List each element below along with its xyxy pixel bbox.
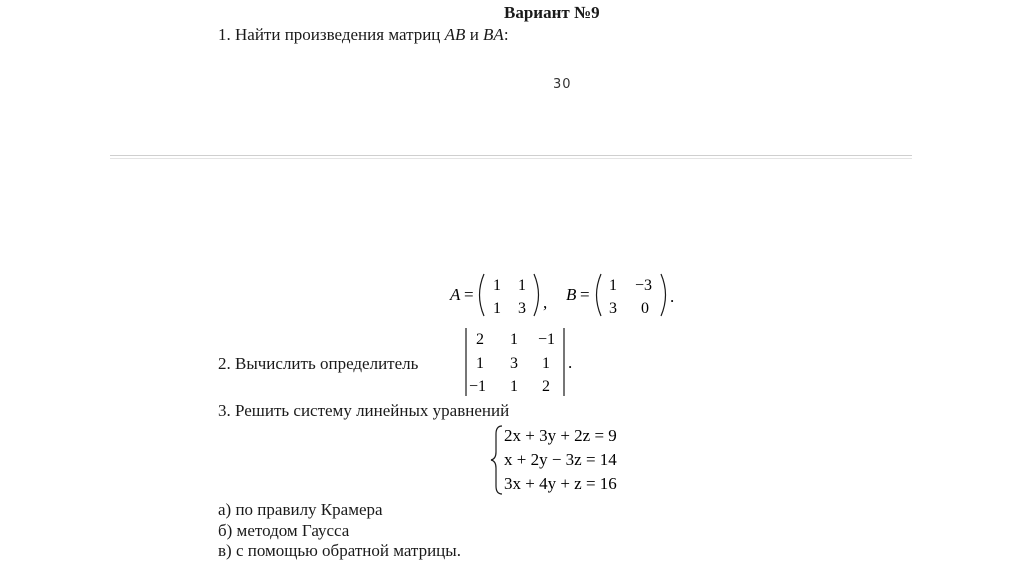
determinant-cell: 2 [542,378,550,395]
matrix-b-cell: 1 [609,277,617,294]
determinant-cell: 3 [510,355,518,372]
task-1-ab: AB [444,25,466,44]
determinant-cell: 1 [510,331,518,348]
task-1-conj: и [465,25,484,44]
option-b: б) методом Гаусса [218,521,350,540]
task-3-text: 3. Решить систему линейных уравнений [218,401,510,420]
matrix-a-cell: 1 [518,277,526,294]
matrix-b-left-paren [597,274,602,316]
equation-3: 3x + 4y + z = 16 [504,474,617,493]
equation-2: x + 2y − 3z = 14 [504,450,617,469]
matrix-a-right-paren [534,274,539,316]
matrix-a-cell: 1 [493,277,501,294]
matrix-a-cell: 3 [518,300,526,317]
matrices-a-b [440,266,680,324]
determinant-cell: 1 [542,355,550,372]
system-brace [491,426,502,494]
equation-1: 2x + 3y + 2z = 9 [504,426,617,445]
matrix-a-comma: , [543,293,548,312]
determinant-period: . [568,353,573,372]
matrix-b-right-paren [661,274,666,316]
matrix-b-period: . [670,287,675,306]
determinant-cell: 1 [510,378,518,395]
determinant [462,326,582,398]
task-1-prefix: 1. Найти произведения матриц [218,25,445,44]
equation-system [490,424,640,496]
matrix-a-cell: 1 [493,300,501,317]
determinant-cell: 2 [476,331,484,348]
determinant-cell: −1 [469,378,487,395]
matrix-b-label: B [566,285,577,304]
task-1-text [218,25,509,45]
page-separator [110,155,912,159]
task-1-colon: : [503,25,509,44]
matrix-b-cell: 0 [641,300,649,317]
matrix-a-left-paren [480,274,485,316]
matrix-a-label: A [450,285,461,304]
task-1-ba: BA [483,25,504,44]
option-a: а) по правилу Крамера [218,500,383,519]
task-2-text: 2. Вычислить определитель [218,354,419,373]
matrix-b-cell: 3 [609,300,617,317]
matrix-a-eq: = [464,285,474,304]
determinant-cell: 1 [476,355,484,372]
determinant-cell: −1 [538,331,556,348]
option-c: в) с помощью обратной матрицы. [218,541,461,560]
matrix-b-cell: −3 [635,277,653,294]
page-number: 30 [553,77,572,92]
variant-title: Вариант №9 [504,3,600,22]
matrix-b-eq: = [580,285,590,304]
